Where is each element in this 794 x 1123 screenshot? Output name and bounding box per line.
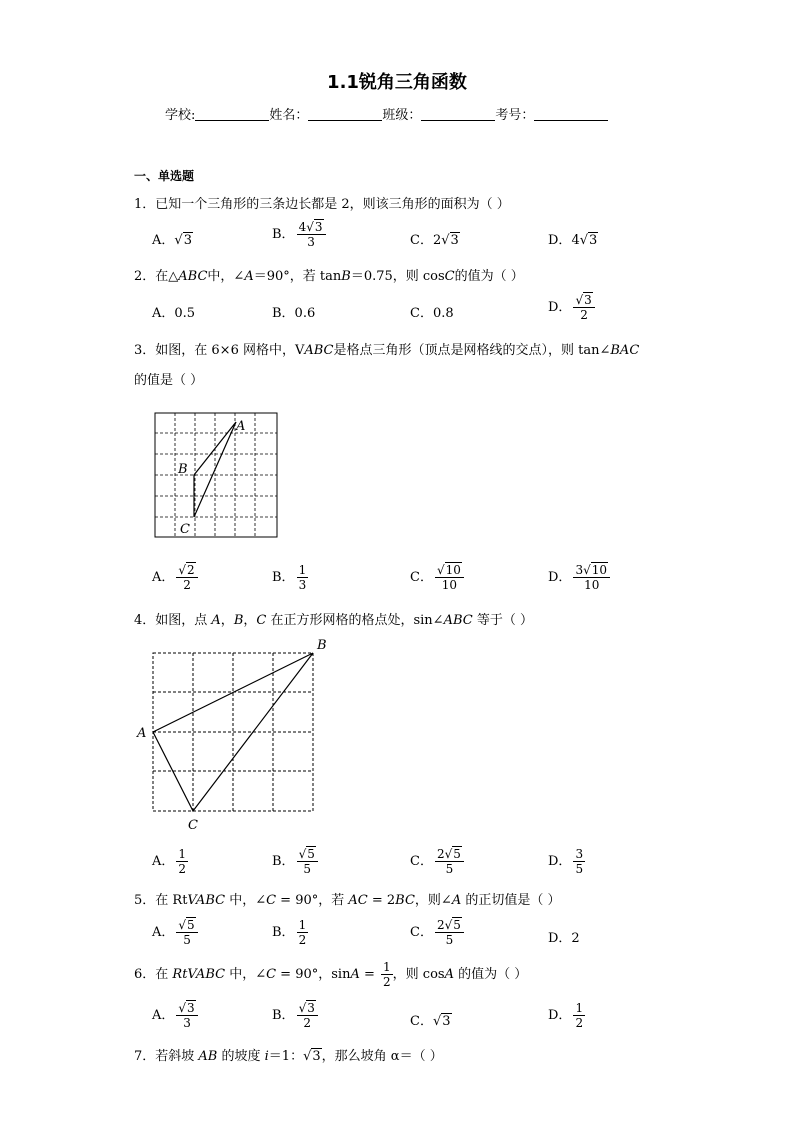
option-letter: B． [272, 570, 295, 585]
sqrt-expression: √3 [432, 1014, 451, 1029]
numerator [176, 918, 197, 933]
sqrt-expression: √5 [298, 847, 315, 861]
option-letter: D． [548, 570, 572, 585]
math-var: C [266, 893, 277, 908]
sqrt-expression: √10 [583, 563, 608, 577]
coefficient: 4 [298, 220, 307, 234]
fraction [573, 847, 585, 876]
coefficient: 2 [436, 918, 445, 932]
text-run: ＝0.75，则 cos [350, 269, 445, 284]
math-var: B [341, 269, 351, 284]
question-4-text [134, 609, 533, 628]
question-3-text [134, 339, 639, 358]
fraction [573, 1001, 585, 1030]
text-run: ＝90°，若 tan [253, 269, 342, 284]
numerator [297, 847, 318, 862]
math-var: BAC [610, 343, 640, 358]
q1-option-a[interactable] [152, 229, 193, 248]
radicand: 3 [187, 1001, 195, 1015]
numerator: 3 [575, 847, 584, 861]
exam-no-blank[interactable] [534, 108, 608, 121]
text-run: 4．如图，点 [134, 613, 212, 628]
denominator: 5 [445, 933, 454, 947]
option-letter: C． [410, 570, 433, 585]
triangle-abc [194, 422, 236, 517]
q5-option-a[interactable] [152, 918, 198, 947]
question-1-text: 1．已知一个三角形的三条边长都是 2，则该三角形的面积为（ ） [134, 197, 510, 212]
fraction [297, 563, 309, 592]
math-var: Rt [172, 967, 188, 982]
q2-option-a[interactable]: A．0.5 [152, 306, 196, 321]
section-heading: 一、单选题 [134, 169, 195, 183]
q4-option-c[interactable] [410, 847, 464, 876]
sqrt-expression: √3 [441, 233, 459, 248]
vertex-label-b: B [178, 462, 188, 477]
q4-option-b[interactable] [272, 847, 318, 876]
text-run: 在正方形网格的格点处，sin∠ [266, 613, 444, 628]
denominator: 5 [575, 862, 584, 876]
radicand: 5 [453, 918, 461, 932]
coefficient: 3 [575, 563, 584, 577]
school-blank[interactable] [195, 108, 269, 121]
name-blank[interactable] [308, 108, 382, 121]
denominator: 2 [183, 578, 191, 592]
q6-option-c[interactable] [410, 1010, 452, 1029]
math-var: ABC [178, 269, 208, 284]
class-label: 班级： [382, 108, 422, 123]
radicand: 3 [450, 233, 459, 248]
page-title: 1.1锐角三角函数 [327, 72, 467, 93]
q6-option-a[interactable] [152, 1001, 198, 1030]
radicand: 2 [187, 563, 195, 577]
question-6-text [134, 960, 527, 989]
grid-lines [153, 653, 313, 811]
fraction [573, 293, 594, 322]
math-var: A [444, 967, 454, 982]
q3-option-c[interactable] [410, 563, 464, 592]
radicand: 5 [187, 918, 195, 932]
vertex-label-a: A [137, 726, 147, 741]
text-run: 3．如图，在 6×6 网格中，V [134, 343, 305, 358]
exam-no-label: 考号： [495, 108, 535, 123]
sqrt-expression: √3 [174, 233, 192, 248]
option-letter: B． [272, 925, 295, 940]
option-letter: D． [548, 300, 572, 315]
fraction [435, 918, 464, 947]
q4-grid-figure [134, 635, 334, 835]
radicand: 3 [589, 233, 598, 248]
denominator: 3 [307, 235, 315, 249]
denominator: 3 [298, 578, 307, 592]
school-label: 学校: [165, 108, 196, 123]
math-var: ABC [304, 343, 334, 358]
numerator [297, 220, 326, 235]
fraction [297, 1001, 318, 1030]
option-letter: A． [152, 854, 175, 869]
coefficient: 4 [571, 233, 580, 248]
numerator: 1 [298, 563, 307, 577]
text-run: ，则 cos [392, 967, 445, 982]
text-run: 中，∠ [225, 967, 267, 982]
question-7-text [134, 1045, 443, 1064]
denominator: 2 [580, 308, 588, 322]
vertex-label-c: C [188, 818, 198, 833]
q3-option-b[interactable] [272, 563, 308, 592]
denominator: 2 [303, 1016, 312, 1030]
radicand: 5 [453, 847, 461, 861]
numerator [297, 1001, 318, 1016]
denominator: 5 [183, 933, 191, 947]
fraction [297, 220, 326, 249]
option-letter: D． [548, 1008, 572, 1023]
denominator: 10 [584, 578, 600, 592]
text-run: 中，∠ [207, 269, 245, 284]
sqrt-expression: √5 [444, 847, 461, 861]
q2-option-d[interactable] [548, 293, 595, 322]
radicand: 3 [442, 1014, 451, 1029]
sqrt-expression: √3 [178, 1001, 195, 1015]
radicand: 10 [445, 563, 461, 577]
radicand: 3 [307, 1001, 315, 1015]
coefficient: 2 [432, 233, 442, 248]
q1-option-c[interactable] [410, 229, 460, 248]
q5-option-b[interactable] [272, 918, 308, 947]
math-var: C [444, 269, 455, 284]
q5-option-c[interactable] [410, 918, 464, 947]
fraction [573, 563, 610, 592]
math-var: C [256, 613, 267, 628]
text-run: = [359, 967, 380, 982]
math-var: ABC [443, 613, 473, 628]
q4-option-a[interactable] [152, 847, 188, 876]
vertex-label-c: C [180, 522, 190, 537]
denominator: 3 [183, 1016, 191, 1030]
text-run: 7．若斜坡 [134, 1049, 199, 1064]
option-letter: A． [152, 1008, 175, 1023]
math-var: C [266, 967, 277, 982]
text-run: 6．在 [134, 967, 173, 982]
text-run: 的坡度 [217, 1049, 265, 1064]
name-label: 姓名： [269, 108, 309, 123]
q1-option-b[interactable] [272, 220, 326, 249]
denominator: 10 [441, 578, 458, 592]
text-run: 的值为（ ） [454, 269, 524, 284]
math-var: VABC [187, 893, 226, 908]
radicand: 5 [307, 847, 315, 861]
text-run: 5．在 Rt [134, 893, 188, 908]
denominator: 2 [383, 975, 391, 989]
numerator [435, 847, 464, 862]
numerator [176, 1001, 197, 1016]
radicand: 10 [591, 563, 608, 577]
grid-lines [155, 413, 277, 537]
question-3-text-line2: 的值是（ ） [134, 373, 204, 388]
option-letter: B． [272, 227, 295, 242]
numerator [176, 563, 197, 578]
fraction [435, 847, 464, 876]
question-2-text [134, 265, 524, 284]
option-letter: A． [152, 233, 175, 248]
sqrt-expression: √3 [306, 220, 323, 234]
option-letter: C． [410, 233, 433, 248]
sqrt-expression: √5 [444, 918, 461, 932]
class-blank[interactable] [421, 108, 495, 121]
numerator [573, 563, 610, 578]
fraction [176, 847, 188, 876]
sqrt-expression: √2 [178, 563, 195, 577]
text-run: 的正切值是（ ） [461, 893, 561, 908]
math-var: A [244, 269, 254, 284]
math-var: AB [198, 1049, 218, 1064]
fraction [176, 918, 197, 947]
radicand: 3 [312, 1049, 321, 1064]
denominator: 2 [298, 933, 307, 947]
text-run: = 2 [367, 893, 396, 908]
option-letter: B． [272, 854, 295, 869]
option-letter: D． [548, 854, 572, 869]
text-run: = 90°，sin [276, 967, 351, 982]
q3-option-a[interactable] [152, 563, 198, 592]
text-run: ， [243, 613, 257, 628]
question-5-text [134, 889, 560, 908]
fraction [297, 918, 309, 947]
vertex-label-b: B [317, 638, 327, 653]
numerator [435, 563, 464, 578]
radicand: 3 [183, 233, 192, 248]
sqrt-expression: √3 [298, 1001, 315, 1015]
radicand: 3 [584, 293, 592, 307]
option-letter: D． [548, 233, 572, 248]
sqrt-expression: √10 [436, 563, 461, 577]
fraction [381, 960, 393, 989]
text-run: = 90°，若 [276, 893, 349, 908]
q3-grid-figure [150, 408, 282, 542]
fraction [176, 563, 197, 592]
vertex-label-a: A [236, 419, 246, 434]
sqrt-expression: √3 [303, 1049, 321, 1064]
q2-option-c[interactable]: C．0.8 [410, 306, 454, 321]
numerator [573, 293, 594, 308]
option-letter: A． [152, 570, 175, 585]
text-run: ＝1： [268, 1049, 304, 1064]
math-var: B [233, 613, 244, 628]
math-var: A [451, 893, 462, 908]
student-info-line [165, 104, 608, 123]
q2-option-b[interactable]: B．0.6 [272, 306, 316, 321]
numerator: 1 [298, 918, 307, 932]
text-run: 等于（ ） [472, 613, 533, 628]
option-letter: C． [410, 1014, 433, 1029]
text-run: 2．在△ [134, 269, 179, 284]
numerator: 1 [575, 1001, 584, 1015]
q5-option-d[interactable]: D．2 [548, 931, 580, 946]
math-var: BC [395, 893, 415, 908]
q4-option-d[interactable] [548, 847, 585, 876]
denominator: 2 [178, 862, 187, 876]
q3-option-d[interactable] [548, 563, 610, 592]
text-run: 是格点三角形（顶点是网格线的交点），则 tan∠ [333, 343, 611, 358]
sqrt-expression: √3 [575, 293, 592, 307]
radicand: 3 [314, 220, 323, 234]
sqrt-expression: √3 [579, 233, 598, 248]
math-var: A [211, 613, 221, 628]
option-letter: C． [410, 925, 433, 940]
q6-option-b[interactable] [272, 1001, 318, 1030]
sqrt-expression: √5 [178, 918, 195, 932]
text-run: 中，∠ [225, 893, 267, 908]
text-run: ， [220, 613, 234, 628]
option-letter: B． [272, 1008, 295, 1023]
numerator: 1 [383, 960, 391, 974]
fraction [297, 847, 318, 876]
math-var: AC [348, 893, 368, 908]
coefficient: 2 [436, 847, 445, 861]
text-run: ，那么坡角 α＝（ ） [321, 1049, 443, 1064]
text-run: 的值为（ ） [453, 967, 528, 982]
denominator: 5 [445, 862, 454, 876]
q1-option-d[interactable] [548, 229, 598, 248]
math-var: i [264, 1049, 269, 1064]
denominator: 2 [575, 1016, 584, 1030]
fraction [435, 563, 464, 592]
denominator: 5 [303, 862, 312, 876]
option-letter: C． [410, 854, 433, 869]
q6-option-d[interactable] [548, 1001, 585, 1030]
numerator: 1 [178, 847, 187, 861]
text-run: ，则∠ [414, 893, 452, 908]
fraction [176, 1001, 197, 1030]
math-var: VABC [187, 967, 226, 982]
numerator [435, 918, 464, 933]
option-letter: A． [152, 925, 175, 940]
math-var: A [350, 967, 360, 982]
